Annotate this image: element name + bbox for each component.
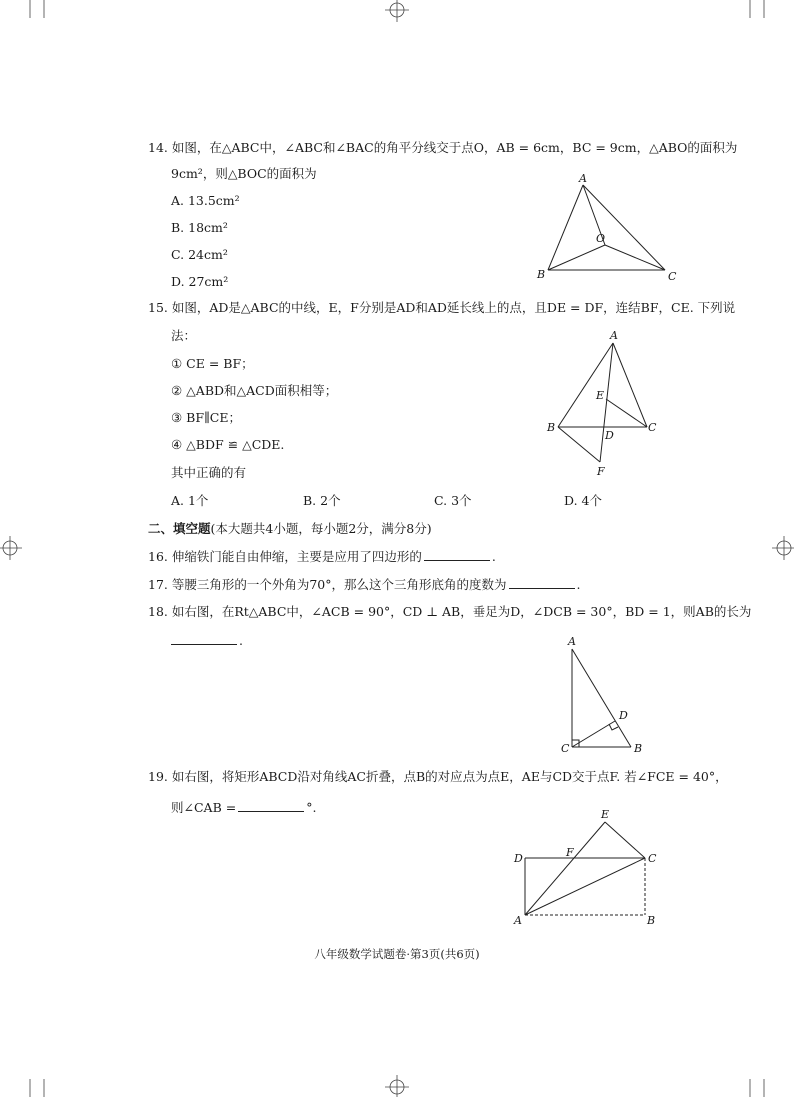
q15-label-e: E [596, 389, 605, 402]
q15-statement-3: ③ BF∥CE； [171, 410, 242, 425]
q19-label-c: C [648, 852, 657, 865]
section-note: (本大题共4小题，每小题2分，满分8分) [210, 521, 432, 536]
q14-option-b: B. 18cm² [171, 220, 228, 235]
q19-stem: 19. 如右图，将矩形ABCD沿对角线AC折叠，点B的对应点为点E，AE与CD交于点F. 若∠FCE = 40°， [148, 769, 728, 784]
q14-label-o: O [596, 232, 606, 245]
q15-label-b: B [547, 421, 556, 434]
q15-statement-1: ① CE = BF； [171, 356, 254, 371]
q18-right-triangle-figure [560, 634, 660, 759]
q19-label-d: D [514, 852, 523, 865]
page-footer: 八年级数学试题卷·第3页(共6页) [314, 947, 480, 961]
q15-prompt: 其中正确的有 [171, 465, 247, 480]
q15-triangle-figure [540, 325, 670, 480]
q17-stem: 17. 等腰三角形的一个外角为70°，那么这个三角形底角的度数为 [148, 577, 507, 592]
q14-stem-line1: 14. 如图，在△ABC中，∠ABC和∠BAC的角平分线交于点O，AB = 6cm，BC = 9cm，△ABO的面积为 [148, 140, 738, 155]
q19-label-e: E [601, 808, 610, 821]
q14-stem-line2: 9cm²，则△BOC的面积为 [171, 166, 317, 181]
q19-answer-line [171, 800, 316, 816]
q17-line [148, 577, 581, 593]
q14-option-d: D. 27cm² [171, 274, 229, 289]
q14-option-a: A. 13.5cm² [171, 193, 240, 208]
q18-label-d: D [619, 709, 628, 722]
q15-stem-line2: 法： [171, 328, 197, 343]
q15-statement-2: ② △ABD和△ACD面积相等； [171, 383, 338, 398]
q17-end: . [576, 577, 581, 592]
q18-label-b: B [634, 742, 643, 755]
q19-answer-blank[interactable] [238, 800, 304, 812]
q16-line [148, 549, 496, 565]
q14-label-c: C [668, 270, 677, 283]
q16-stem: 16. 伸缩铁门能自由伸缩，主要是应用了四边形的 [148, 549, 422, 564]
q19-end: °. [306, 800, 317, 815]
q17-answer-blank[interactable] [509, 577, 575, 589]
section-title: 二、填空题 [148, 521, 211, 536]
q19-prefix: 则∠CAB = [171, 800, 237, 815]
q18-label-a: A [568, 635, 576, 648]
q15-label-f: F [597, 465, 605, 478]
section-fill-in-title [148, 521, 432, 537]
q15-option-c: C. 3个 [434, 493, 472, 508]
q15-label-c: C [648, 421, 657, 434]
q19-label-b: B [647, 914, 656, 927]
q15-option-a: A. 1个 [171, 493, 209, 508]
q19-label-f: F [566, 846, 574, 859]
q16-end: . [491, 549, 496, 564]
q14-triangle-figure [520, 170, 690, 285]
q14-option-c: C. 24cm² [171, 247, 228, 262]
q18-answer-blank[interactable] [171, 633, 237, 645]
q19-rectangle-fold-figure [505, 800, 670, 930]
q14-label-b: B [537, 268, 546, 281]
q18-answer-line [171, 633, 243, 649]
q16-answer-blank[interactable] [424, 549, 490, 561]
q14-label-a: A [579, 172, 587, 185]
q15-stem-line1: 15. 如图，AD是△ABC的中线，E，F分别是AD和AD延长线上的点，且DE = DF，连结BF，CE. 下列说 [148, 300, 736, 315]
q19-label-a: A [514, 914, 522, 927]
q18-stem: 18. 如右图，在Rt△ABC中，∠ACB = 90°，CD ⊥ AB，垂足为D，∠DCB = 30°，BD = 1，则AB的长为 [148, 604, 752, 619]
q15-label-a: A [610, 329, 618, 342]
q18-end: . [239, 633, 243, 648]
q15-option-b: B. 2个 [303, 493, 341, 508]
q15-label-d: D [605, 429, 614, 442]
q15-option-d: D. 4个 [564, 493, 602, 508]
q15-statement-4: ④ △BDF ≌ △CDE. [171, 437, 285, 452]
q18-label-c: C [561, 742, 570, 755]
